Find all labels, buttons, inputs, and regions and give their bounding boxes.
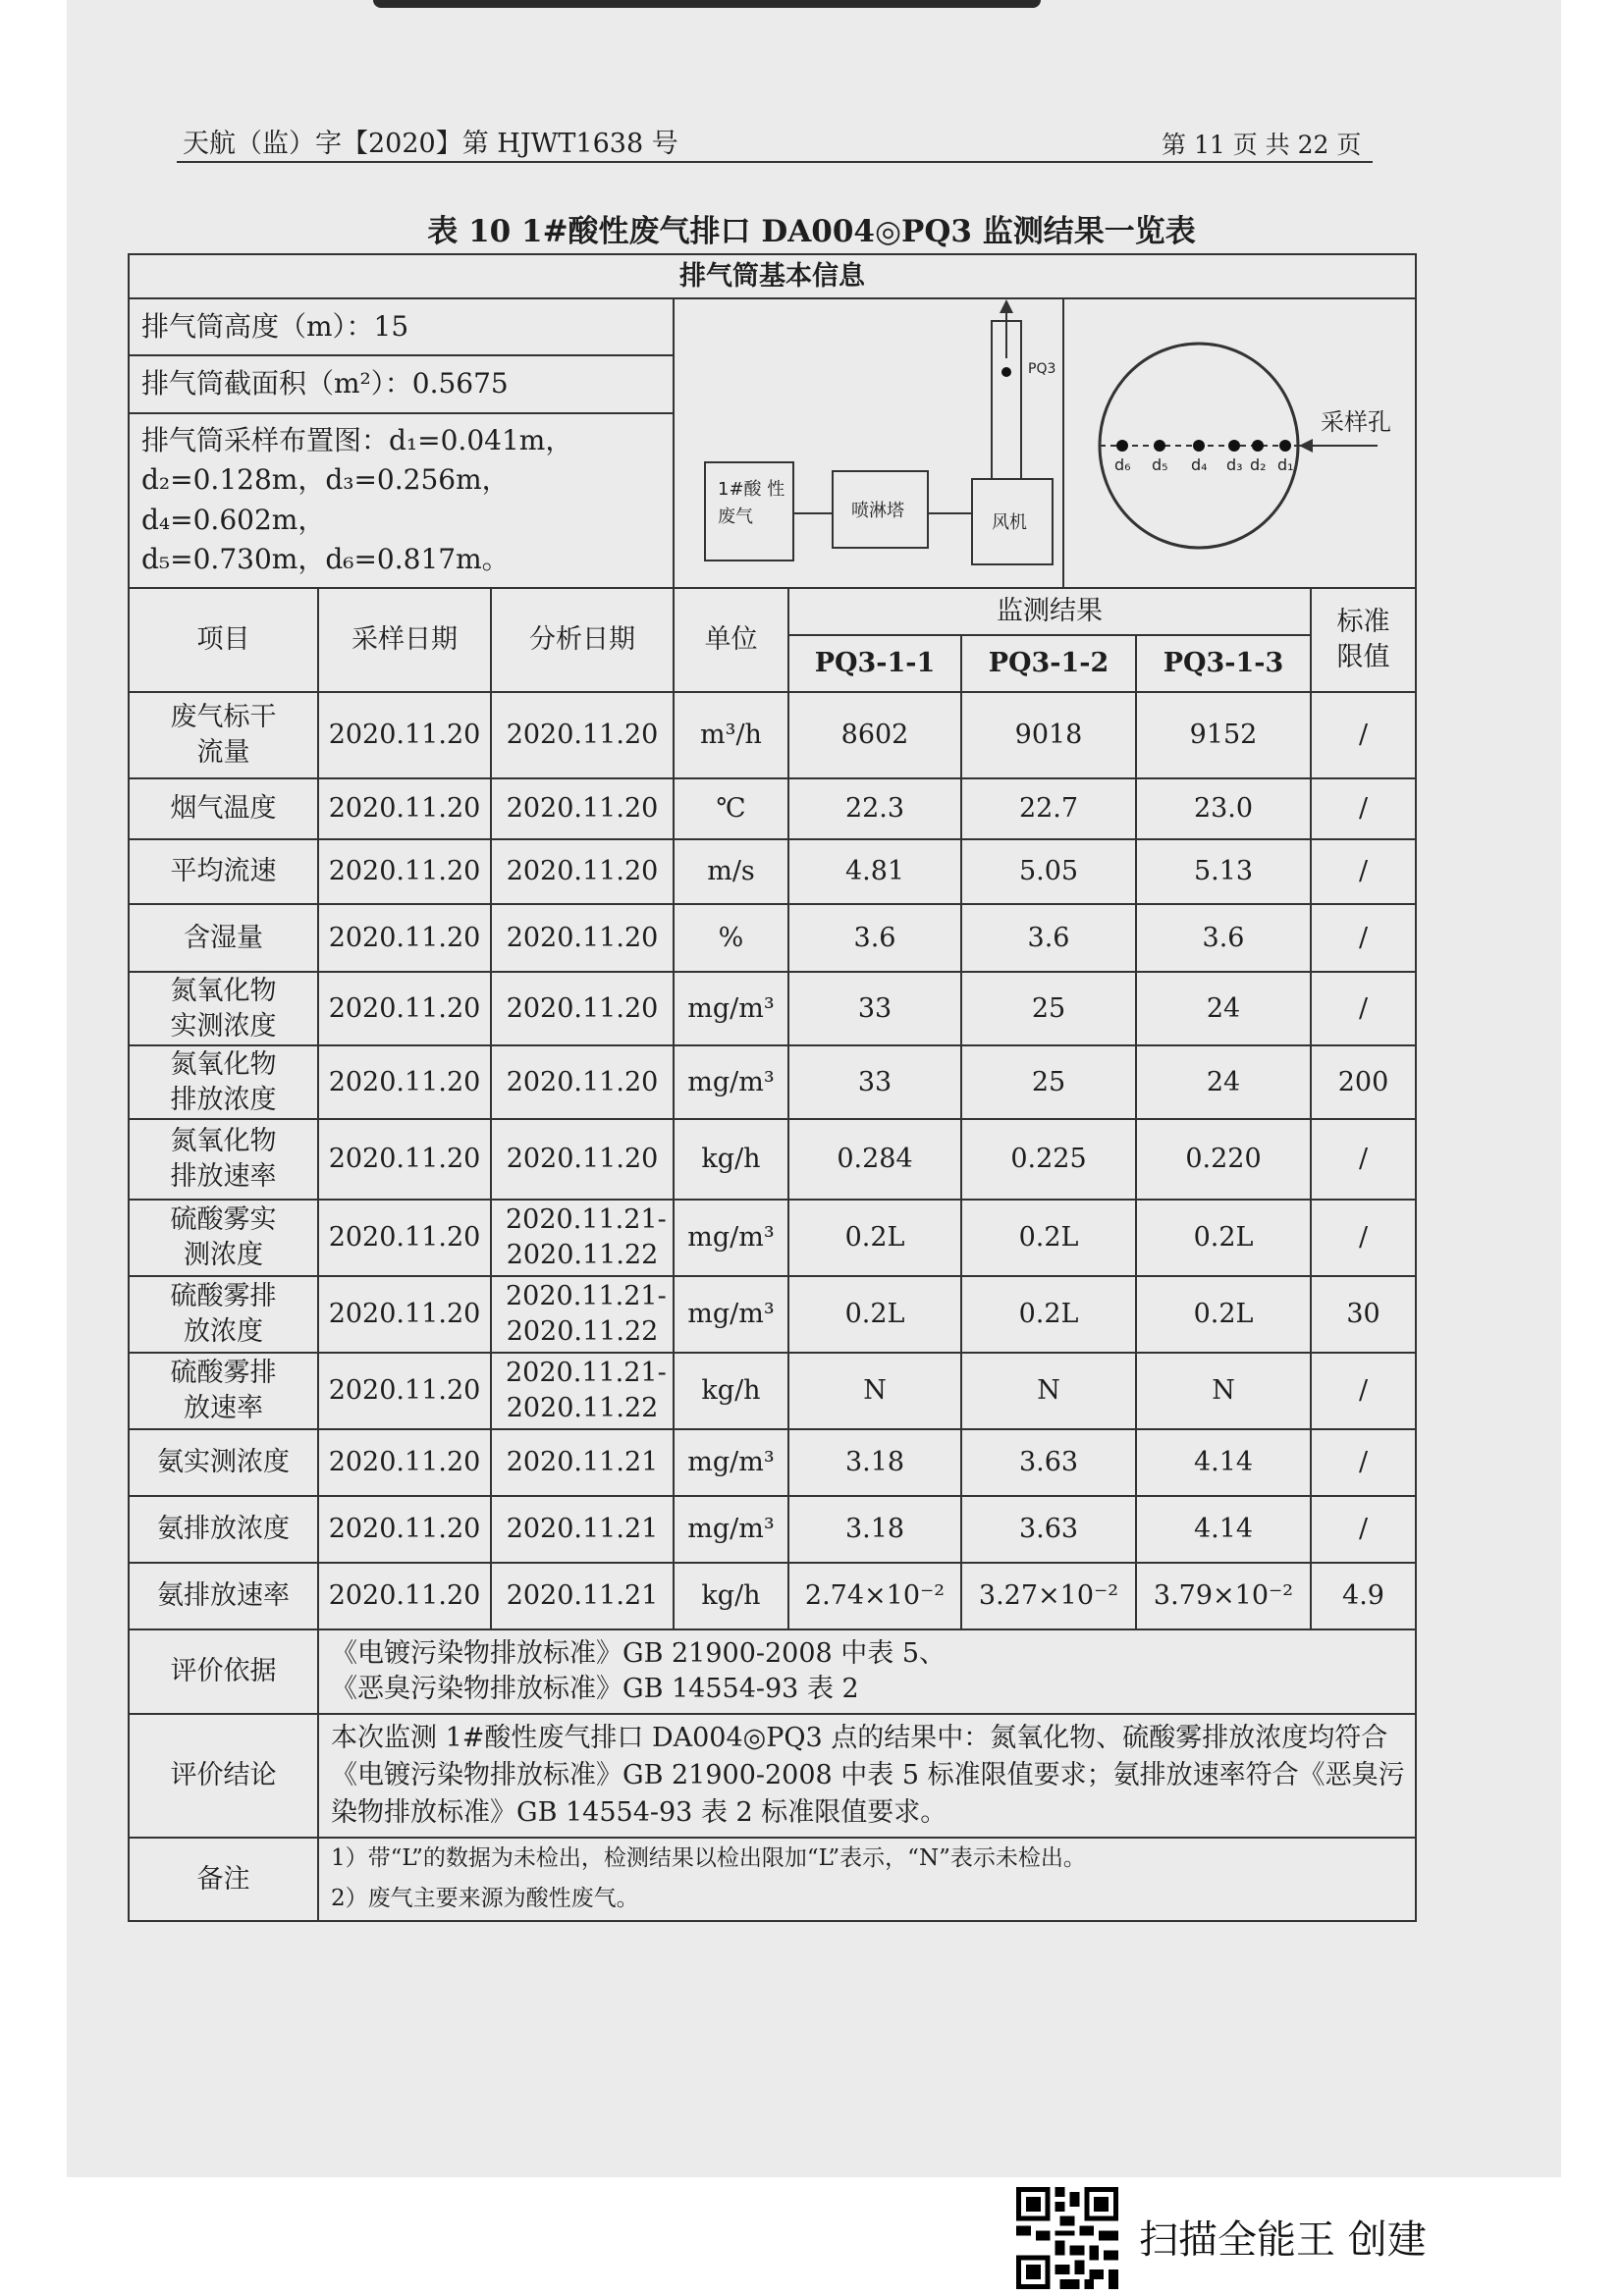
col-header-r2: PQ3-1-2 (961, 635, 1136, 692)
row-item: 氨排放浓度 (129, 1496, 318, 1563)
row-result-1: 33 (788, 972, 961, 1045)
row-unit: kg/h (674, 1563, 788, 1629)
row-result-2: 0.2L (961, 1276, 1136, 1353)
row-unit: mg/m³ (674, 1045, 788, 1119)
conclusion-row (129, 1714, 1416, 1838)
diagram-stack-label: PQ3 (1028, 361, 1056, 377)
row-result-2: 9018 (961, 692, 1136, 778)
row-analysis-date: 2020.11.20 (491, 839, 674, 904)
table-row (129, 778, 1416, 839)
row-sample-date: 2020.11.20 (318, 1200, 491, 1276)
row-result-3: 24 (1136, 1045, 1311, 1119)
col-header-unit: 单位 (674, 588, 788, 692)
col-header-limit: 标准限值 (1311, 588, 1416, 692)
row-result-2: 5.05 (961, 839, 1136, 904)
row-item: 硫酸雾实测浓度 (129, 1200, 318, 1276)
diagram-sample-hole-label: 采样孔 (1321, 408, 1391, 436)
conclusion-label: 评价结论 (129, 1714, 318, 1838)
row-result-2: 3.6 (961, 904, 1136, 972)
basic-info-title: 排气筒基本信息 (129, 254, 1416, 298)
row-item: 含湿量 (129, 904, 318, 972)
table-row (129, 1045, 1416, 1119)
row-analysis-date: 2020.11.20 (491, 1119, 674, 1200)
row-analysis-date: 2020.11.21 (491, 1496, 674, 1563)
sampling-layout-line: 排气筒采样布置图：d₁=0.041m， (141, 423, 573, 456)
row-unit: kg/h (674, 1353, 788, 1429)
row-unit: mg/m³ (674, 1496, 788, 1563)
remarks-row (129, 1838, 1416, 1921)
row-result-2: 0.2L (961, 1200, 1136, 1276)
basis-line: 《电镀污染物排放标准》GB 21900-2008 中表 5、 (331, 1638, 947, 1670)
row-unit: ℃ (674, 778, 788, 839)
row-analysis-date: 2020.11.21 (491, 1563, 674, 1629)
row-unit: kg/h (674, 1119, 788, 1200)
table-row (129, 839, 1416, 904)
table-row (129, 904, 1416, 972)
row-sample-date: 2020.11.20 (318, 1429, 491, 1496)
row-analysis-date: 2020.11.20 (491, 1045, 674, 1119)
row-limit: / (1311, 1200, 1416, 1276)
basis-label: 评价依据 (129, 1629, 318, 1714)
col-header-analysis-date: 分析日期 (491, 588, 674, 692)
row-result-3: 4.14 (1136, 1429, 1311, 1496)
sampling-layout (129, 413, 674, 588)
sampling-layout-line: d₅=0.730m，d₆=0.817m。 (141, 543, 510, 576)
row-sample-date: 2020.11.20 (318, 1276, 491, 1353)
row-result-3: 3.79×10⁻² (1136, 1563, 1311, 1629)
row-result-2: 25 (961, 972, 1136, 1045)
row-result-1: 3.18 (788, 1496, 961, 1563)
col-header-item: 项目 (129, 588, 318, 692)
row-limit: / (1311, 692, 1416, 778)
row-sample-date: 2020.11.20 (318, 904, 491, 972)
row-sample-date: 2020.11.20 (318, 1045, 491, 1119)
row-limit: 30 (1311, 1276, 1416, 1353)
basis-line: 《恶臭污染物排放标准》GB 14554-93 表 2 (331, 1674, 859, 1704)
row-result-3: 5.13 (1136, 839, 1311, 904)
row-sample-date: 2020.11.20 (318, 972, 491, 1045)
row-result-2: 22.7 (961, 778, 1136, 839)
row-result-1: 2.74×10⁻² (788, 1563, 961, 1629)
row-item: 氮氧化物实测浓度 (129, 972, 318, 1045)
row-result-2: 0.225 (961, 1119, 1136, 1200)
row-analysis-date: 2020.11.21-2020.11.22 (491, 1276, 674, 1353)
row-result-2: 25 (961, 1045, 1136, 1119)
row-unit: mg/m³ (674, 1276, 788, 1353)
row-result-3: N (1136, 1353, 1311, 1429)
row-result-2: N (961, 1353, 1136, 1429)
diagram-box-fan: 风机 (992, 512, 1027, 533)
row-limit: 200 (1311, 1045, 1416, 1119)
stack-height: 排气筒高度（m）：15 (129, 298, 674, 355)
row-result-1: 3.6 (788, 904, 961, 972)
row-limit: / (1311, 1353, 1416, 1429)
row-unit: % (674, 904, 788, 972)
row-sample-date: 2020.11.20 (318, 1496, 491, 1563)
table-row (129, 1496, 1416, 1563)
table-row (129, 1200, 1416, 1276)
basis-row (129, 1629, 1416, 1714)
col-header-r1: PQ3-1-1 (788, 635, 961, 692)
row-sample-date: 2020.11.20 (318, 839, 491, 904)
header-divider (177, 161, 1373, 163)
row-result-1: 0.284 (788, 1119, 961, 1200)
row-analysis-date: 2020.11.20 (491, 972, 674, 1045)
row-result-2: 3.63 (961, 1496, 1136, 1563)
row-limit: / (1311, 1119, 1416, 1200)
row-analysis-date: 2020.11.20 (491, 904, 674, 972)
row-result-2: 3.63 (961, 1429, 1136, 1496)
remarks-line: 2）废气主要来源为酸性废气。 (331, 1886, 639, 1912)
row-result-3: 0.2L (1136, 1276, 1311, 1353)
sampling-diagram (674, 298, 1416, 588)
diagram-point-label: d₃ (1226, 455, 1243, 474)
row-result-1: 22.3 (788, 778, 961, 839)
row-item: 烟气温度 (129, 778, 318, 839)
row-item: 氮氧化物排放浓度 (129, 1045, 318, 1119)
row-unit: m³/h (674, 692, 788, 778)
row-limit: / (1311, 972, 1416, 1045)
row-sample-date: 2020.11.20 (318, 692, 491, 778)
row-limit: / (1311, 1429, 1416, 1496)
row-result-3: 24 (1136, 972, 1311, 1045)
row-result-1: 4.81 (788, 839, 961, 904)
remarks-line: 1）带“L”的数据为未检出，检测结果以检出限加“L”表示，“N”表示未检出。 (331, 1845, 1086, 1871)
table-row (129, 972, 1416, 1045)
row-result-1: 8602 (788, 692, 961, 778)
scanner-watermark: 扫描全能王 创建 (1139, 2217, 1427, 2263)
table-row (129, 692, 1416, 778)
row-unit: mg/m³ (674, 1200, 788, 1276)
row-unit: mg/m³ (674, 972, 788, 1045)
row-item: 氨实测浓度 (129, 1429, 318, 1496)
diagram-point-label: d₁ (1277, 455, 1294, 474)
row-limit: / (1311, 904, 1416, 972)
diagram-point-label: d₅ (1152, 455, 1168, 474)
row-result-3: 0.220 (1136, 1119, 1311, 1200)
diagram-box-spray-tower: 喷淋塔 (851, 501, 904, 521)
row-sample-date: 2020.11.20 (318, 778, 491, 839)
row-result-1: 0.2L (788, 1200, 961, 1276)
row-limit: / (1311, 778, 1416, 839)
diagram-box-acid-gas-line1: 1#酸 性 (718, 479, 785, 500)
row-limit: 4.9 (1311, 1563, 1416, 1629)
table-row (129, 1276, 1416, 1353)
remarks-text (318, 1838, 1416, 1921)
row-analysis-date: 2020.11.21 (491, 1429, 674, 1496)
row-analysis-date: 2020.11.20 (491, 778, 674, 839)
row-result-3: 23.0 (1136, 778, 1311, 839)
row-result-3: 3.6 (1136, 904, 1311, 972)
monitoring-table (128, 253, 1417, 1922)
conclusion-text: 本次监测 1#酸性废气排口 DA004◎PQ3 点的结果中：氮氧化物、硫酸雾排放浓度均符合《电镀污染物排放标准》GB 21900-2008 中表 5 标准限值要求；氨排放速率符合《恶臭污染物排放标准》GB 14554-93 表 2 标准限值要求。 (318, 1714, 1416, 1838)
stack-area: 排气筒截面积（m²）：0.5675 (129, 355, 674, 412)
row-result-1: 33 (788, 1045, 961, 1119)
col-header-r3: PQ3-1-3 (1136, 635, 1311, 692)
diagram-box-acid-gas-line2: 废气 (718, 507, 753, 527)
row-item: 氮氧化物排放速率 (129, 1119, 318, 1200)
row-sample-date: 2020.11.20 (318, 1353, 491, 1429)
row-analysis-date: 2020.11.20 (491, 692, 674, 778)
row-sample-date: 2020.11.20 (318, 1563, 491, 1629)
row-result-3: 4.14 (1136, 1496, 1311, 1563)
row-item: 平均流速 (129, 839, 318, 904)
row-item: 硫酸雾排放速率 (129, 1353, 318, 1429)
row-result-1: 3.18 (788, 1429, 961, 1496)
row-item: 废气标干流量 (129, 692, 318, 778)
diagram-point-label: d₂ (1250, 455, 1267, 474)
table-row (129, 1119, 1416, 1200)
row-item: 氨排放速率 (129, 1563, 318, 1629)
page-info: 第 11 页 共 22 页 (1162, 131, 1362, 159)
col-header-results: 监测结果 (788, 588, 1311, 635)
row-result-3: 0.2L (1136, 1200, 1311, 1276)
remarks-label: 备注 (129, 1838, 318, 1921)
scanner-qr-code (1016, 2187, 1118, 2289)
col-header-sample-date: 采样日期 (318, 588, 491, 692)
row-analysis-date: 2020.11.21-2020.11.22 (491, 1353, 674, 1429)
row-analysis-date: 2020.11.21-2020.11.22 (491, 1200, 674, 1276)
scan-edge-shadow (373, 0, 1041, 8)
table-row (129, 1563, 1416, 1629)
diagram-point-label: d₆ (1114, 455, 1131, 474)
table-row (129, 1429, 1416, 1496)
table-row (129, 1353, 1416, 1429)
row-unit: mg/m³ (674, 1429, 788, 1496)
row-unit: m/s (674, 839, 788, 904)
basis-text (318, 1629, 1416, 1714)
diagram-point-label: d₄ (1191, 455, 1208, 474)
sampling-layout-line: d₂=0.128m，d₃=0.256m，d₄=0.602m， (141, 463, 510, 536)
row-result-2: 3.27×10⁻² (961, 1563, 1136, 1629)
row-sample-date: 2020.11.20 (318, 1119, 491, 1200)
doc-number: 天航（监）字【2020】第 HJWT1638 号 (183, 129, 678, 159)
table-title: 表 10 1#酸性废气排口 DA004◎PQ3 监测结果一览表 (427, 214, 1196, 249)
row-limit: / (1311, 1496, 1416, 1563)
row-limit: / (1311, 839, 1416, 904)
row-result-1: N (788, 1353, 961, 1429)
row-result-1: 0.2L (788, 1276, 961, 1353)
diagram-svg (675, 299, 1411, 587)
row-item: 硫酸雾排放浓度 (129, 1276, 318, 1353)
row-result-3: 9152 (1136, 692, 1311, 778)
